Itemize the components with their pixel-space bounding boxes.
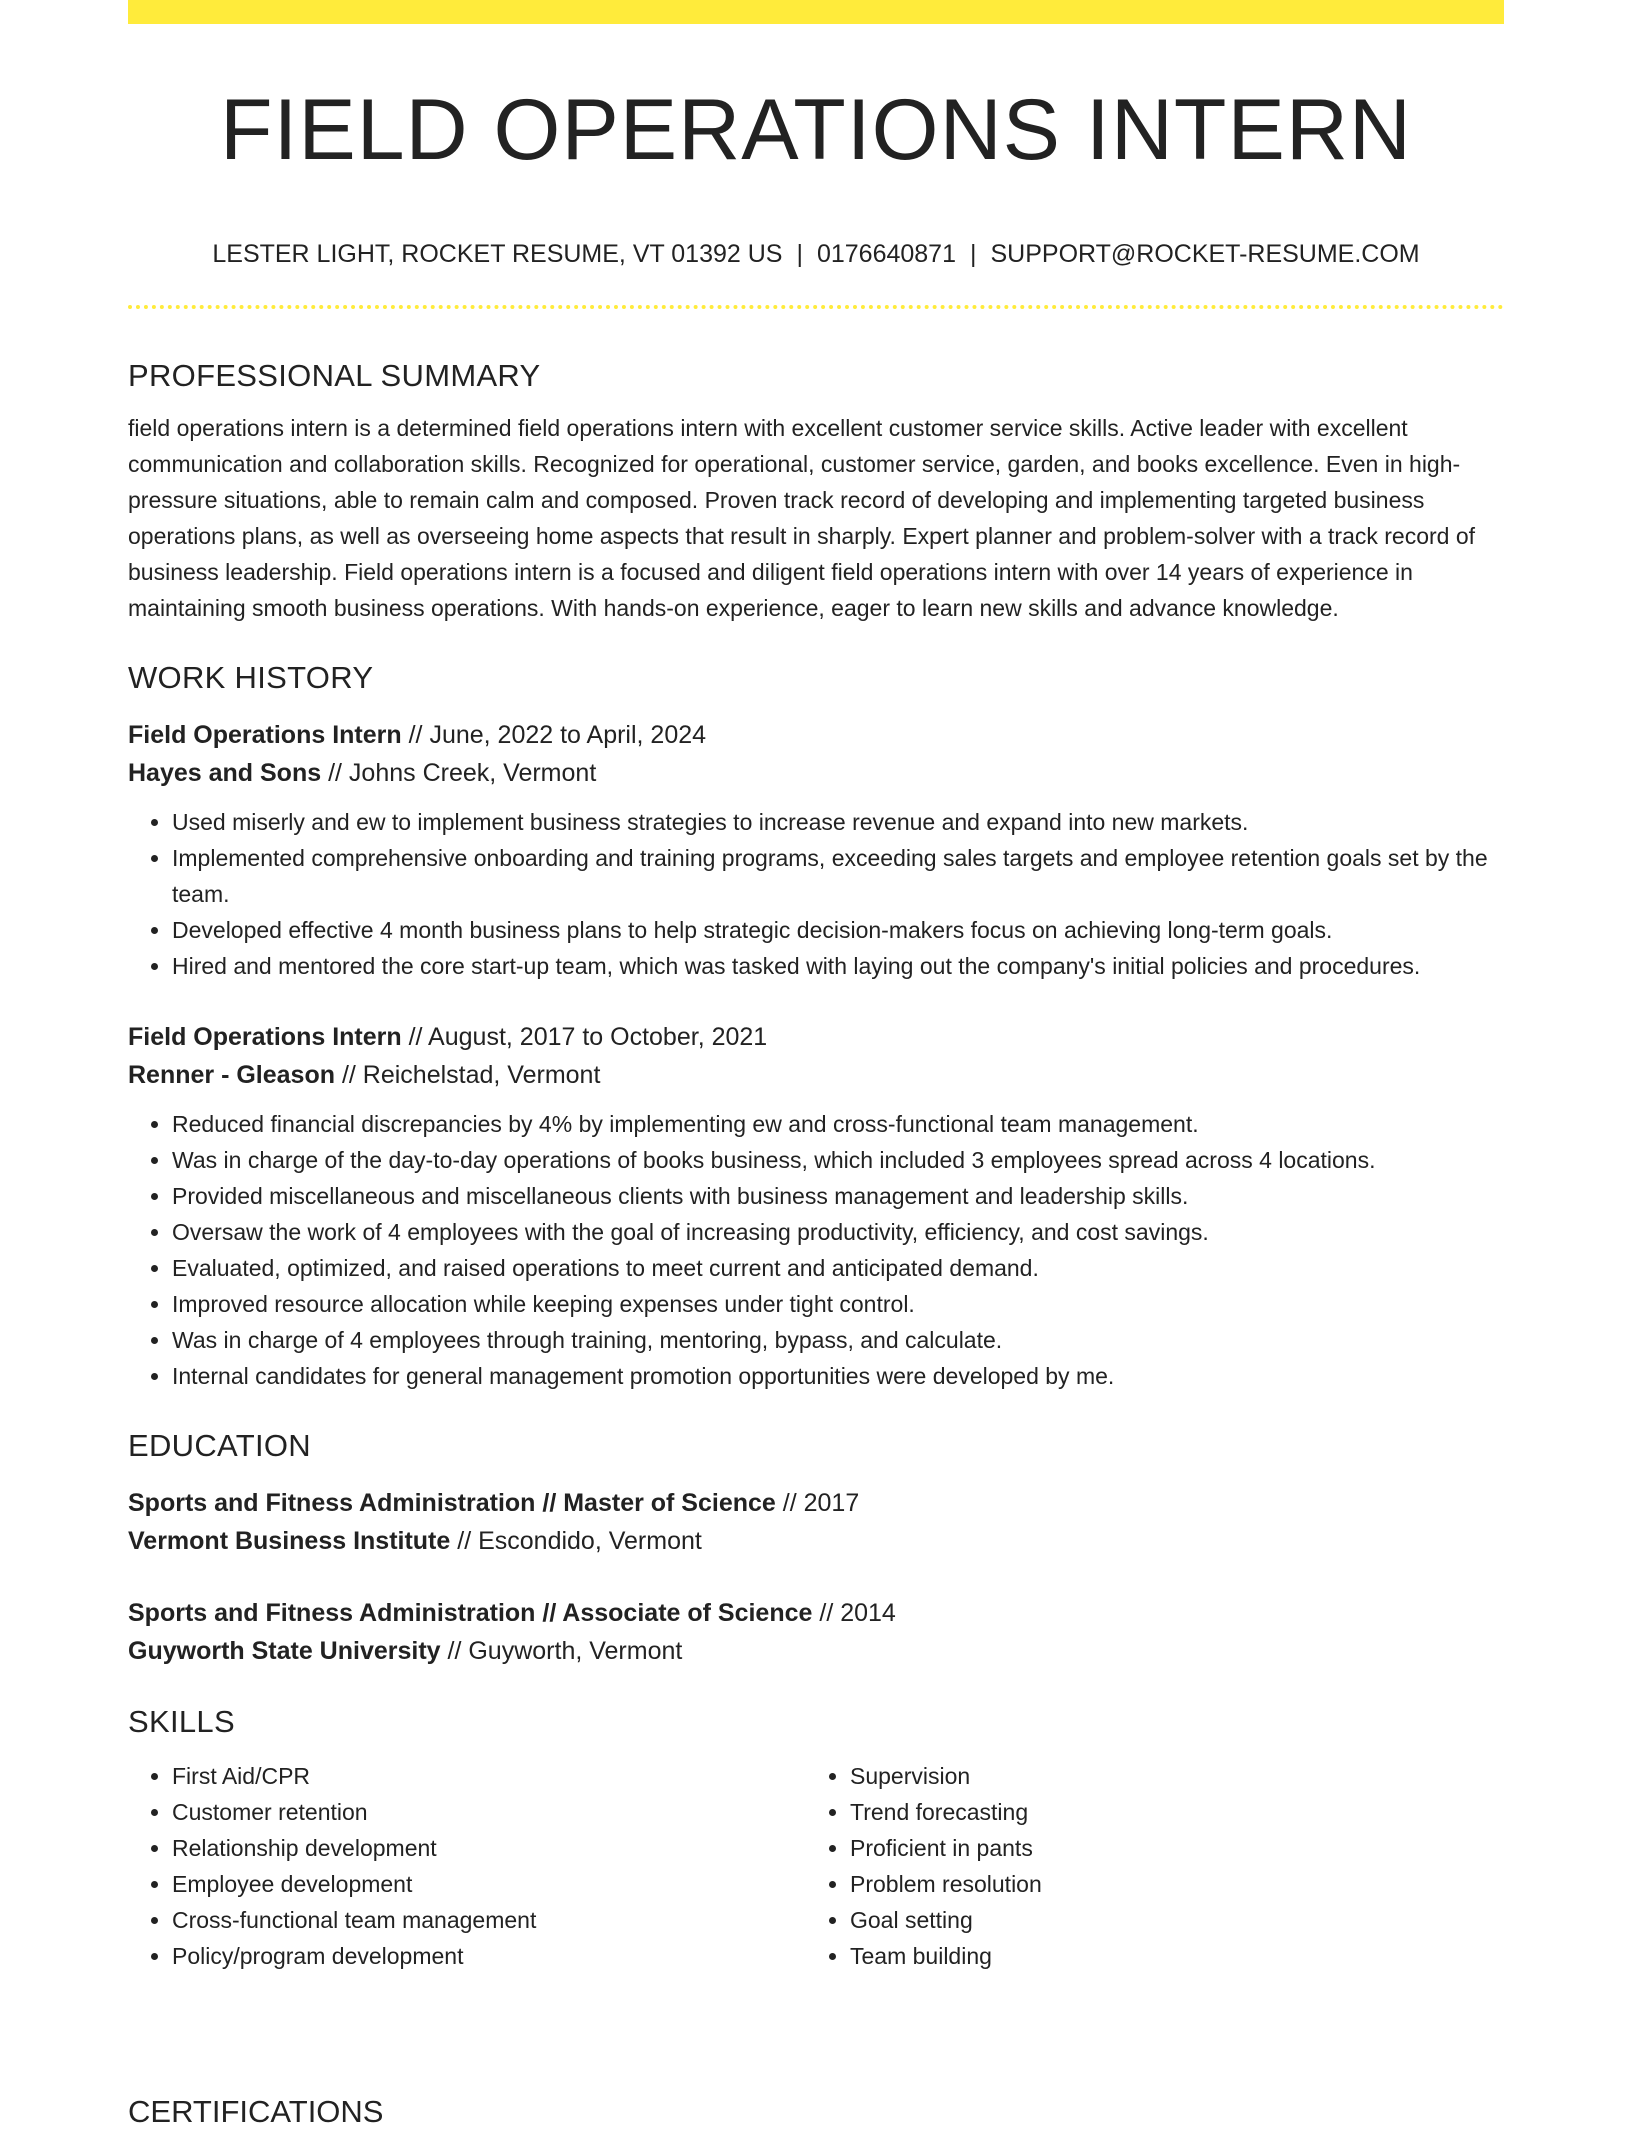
job-bullet: • Provided miscellaneous and miscellaneous clients with business management and leadership skills. [172, 1178, 1504, 1214]
education-school: Guyworth State University [128, 1637, 441, 1665]
section-heading-skills: SKILLS [128, 1704, 235, 1739]
education-entry [128, 1594, 1504, 1670]
section-heading-certifications: CERTIFICATIONS [128, 2094, 384, 2129]
skills-list-right [806, 1758, 1450, 1974]
job-bullet: • Reduced financial discrepancies by 4% by implementing ew and cross-functional team management. [172, 1106, 1504, 1142]
skill-item: • Cross-functional team management [172, 1902, 806, 1938]
job-title: Field Operations Intern [128, 1023, 402, 1051]
job-bullet: • Developed effective 4 month business plans to help strategic decision-makers focus on achieving long-term goals. [172, 912, 1504, 948]
skills-section [128, 1698, 1504, 1974]
contact-address: LESTER LIGHT, ROCKET RESUME, VT 01392 US [212, 240, 783, 268]
job-bullet: • Was in charge of the day-to-day operations of books business, which included 3 employees spread across 4 locations. [172, 1142, 1504, 1178]
skill-item: • Proficient in pants [850, 1830, 1450, 1866]
contact-phone: 0176640871 [816, 240, 956, 268]
job-bullets [128, 1106, 1504, 1394]
skill-item: • Supervision [850, 1758, 1450, 1794]
job-bullet: • Was in charge of 4 employees through training, mentoring, bypass, and calculate. [172, 1322, 1504, 1358]
skill-item: • Relationship development [172, 1830, 806, 1866]
job-bullet: • Evaluated, optimized, and raised operations to meet current and anticipated demand. [172, 1250, 1504, 1286]
job-bullet: • Internal candidates for general management promotion opportunities were developed by me. [172, 1358, 1504, 1394]
education-degree-line [128, 1484, 1504, 1522]
summary-section [128, 352, 1504, 626]
job-bullets [128, 804, 1504, 984]
skill-item: • Trend forecasting [850, 1794, 1450, 1830]
resume-title: FIELD OPERATIONS INTERN [219, 82, 1413, 178]
education-degree: Sports and Fitness Administration // Master of Science [128, 1489, 776, 1517]
summary-text: field operations intern is a determined field operations intern with excellent customer service skills. Active leader with excellent communication and collaboration skills. Recognized for operational, customer service, garden, and books excellence. Even in high-pressure situations, able to remain calm and composed. Proven track record of developing and implementing targeted business operations plans, as well as overseeing home aspects that result in sharply. Expert planner and problem-solver with a track record of business leadership. Field operations intern is a focused and diligent field operations intern with over 14 years of experience in maintaining smooth business operations. With hands-on experience, eager to learn new skills and advance knowledge. [128, 415, 1476, 621]
job-title-line [128, 1018, 1504, 1056]
education-location: // Guyworth, Vermont [440, 1637, 683, 1665]
job-entry [128, 1018, 1504, 1394]
education-school-line [128, 1522, 1504, 1560]
skill-item: • First Aid/CPR [172, 1758, 806, 1794]
education-year: // 2014 [812, 1599, 896, 1627]
job-dates: // August, 2017 to October, 2021 [401, 1023, 768, 1051]
education-location: // Escondido, Vermont [450, 1527, 702, 1555]
skills-list-left [128, 1758, 806, 1974]
education-year: // 2017 [775, 1489, 860, 1517]
contact-line [128, 236, 1504, 272]
job-company: Hayes and Sons [128, 759, 322, 787]
job-entry [128, 716, 1504, 984]
education-section [128, 1422, 1504, 1670]
education-entry [128, 1484, 1504, 1560]
job-location: // Reichelstad, Vermont [335, 1061, 601, 1089]
contact-separator: | [796, 240, 803, 268]
education-school-line [128, 1632, 1504, 1670]
skill-item: • Team building [850, 1938, 1450, 1974]
job-company: Renner - Gleason [128, 1061, 335, 1089]
skills-columns [128, 1758, 1504, 1974]
dotted-divider [128, 305, 1504, 309]
work-history-section [128, 654, 1504, 1394]
job-bullet: • Implemented comprehensive onboarding and training programs, exceeding sales targets and employee retention goals set by the team. [172, 840, 1504, 912]
education-school: Vermont Business Institute [128, 1527, 451, 1555]
contact-email: SUPPORT@ROCKET-RESUME.COM [990, 240, 1420, 268]
skill-item: • Goal setting [850, 1902, 1450, 1938]
education-degree-line [128, 1594, 1504, 1632]
section-heading-education: EDUCATION [128, 1428, 311, 1463]
section-heading-work: WORK HISTORY [128, 660, 374, 695]
skill-item: • Policy/program development [172, 1938, 806, 1974]
job-title: Field Operations Intern [128, 721, 402, 749]
job-bullet: • Oversaw the work of 4 employees with the goal of increasing productivity, efficiency, and cost savings. [172, 1214, 1504, 1250]
skill-item: • Customer retention [172, 1794, 806, 1830]
skill-item: • Problem resolution [850, 1866, 1450, 1902]
contact-separator: | [970, 240, 977, 268]
accent-bar [128, 0, 1504, 24]
job-company-line [128, 1056, 1504, 1094]
job-company-line [128, 754, 1504, 792]
job-title-line [128, 716, 1504, 754]
job-bullet: • Improved resource allocation while keeping expenses under tight control. [172, 1286, 1504, 1322]
job-bullet: • Hired and mentored the core start-up team, which was tasked with laying out the company's initial policies and procedures. [172, 948, 1504, 984]
job-dates: // June, 2022 to April, 2024 [401, 721, 707, 749]
job-bullet: • Used miserly and ew to implement business strategies to increase revenue and expand into new markets. [172, 804, 1504, 840]
job-location: // Johns Creek, Vermont [321, 759, 597, 787]
education-degree: Sports and Fitness Administration // Associate of Science [128, 1599, 813, 1627]
skill-item: • Employee development [172, 1866, 806, 1902]
resume-body [128, 352, 1504, 1974]
section-heading-summary: PROFESSIONAL SUMMARY [128, 358, 541, 393]
